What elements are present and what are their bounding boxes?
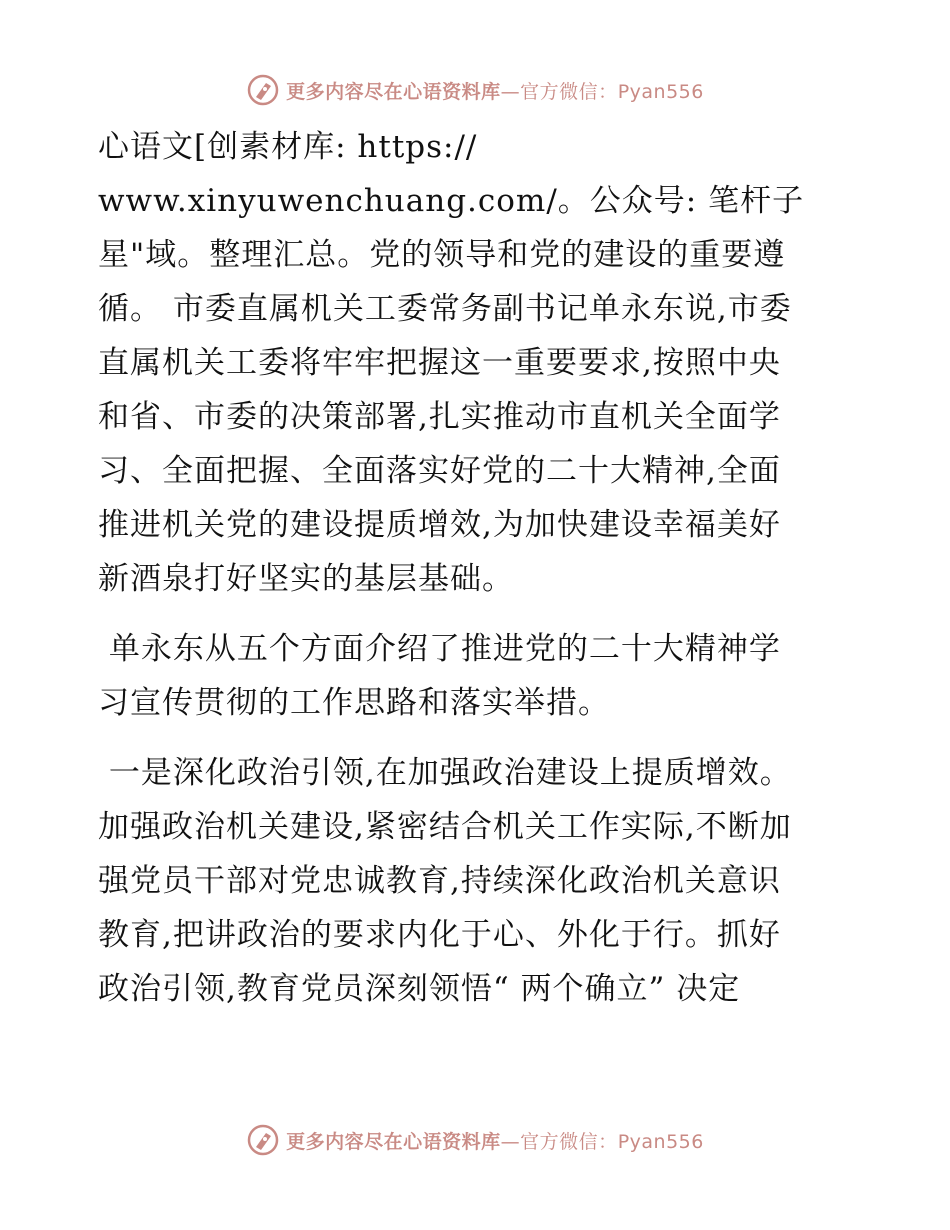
body-line: 习宣传贯彻的工作思路和落实举措。 [98,685,610,721]
body-line: 单永东从五个方面介绍了推进党的二十大精神学 [98,631,781,667]
body-line: 星"域。整理汇总。党的领导和党的建设的重要遵 [98,237,786,273]
body-line: 强党员干部对党忠诚教育,持续深化政治机关意识 [98,863,781,899]
body-line: 加强政治机关建设,紧密结合机关工作实际,不断加 [98,809,792,845]
header-watermark [0,70,950,110]
body-line: 心语文[创素材库: https:// [98,129,478,165]
body-line: 直属机关工委将牢牢把握这一重要要求,按照中央 [98,345,781,381]
pen-nib-logo-icon [246,1123,280,1157]
body-line: 习、全面把握、全面落实好党的二十大精神,全面 [98,453,781,489]
document-body [98,120,858,1016]
paragraph-gap [98,730,858,746]
watermark-text: 更多内容尽在心语资料库—官方微信：Pyan556 [286,80,704,103]
body-line: 和省、市委的决策部署,扎实推动市直机关全面学 [98,399,781,435]
body-line: 新酒泉打好坚实的基层基础。 [98,561,514,597]
footer-watermark [0,1120,950,1160]
body-line: 教育,把讲政治的要求内化于心、外化于行。抓好 [98,917,781,953]
body-line: 政治引领,教育党员深刻领悟“ 两个确立” 决定 [98,971,741,1007]
pen-nib-logo-icon [246,73,280,107]
body-line: www.xinyuwenchuang.com/。公众号: 笔杆子 [98,183,805,219]
watermark-text: 更多内容尽在心语资料库—官方微信：Pyan556 [286,1130,704,1153]
body-line: 循。 市委直属机关工委常务副书记单永东说,市委 [98,291,792,327]
body-line: 一是深化政治引领,在加强政治建设上提质增效。 [98,755,792,791]
body-line: 推进机关党的建设提质增效,为加快建设幸福美好 [98,507,781,543]
paragraph-gap [98,606,858,622]
